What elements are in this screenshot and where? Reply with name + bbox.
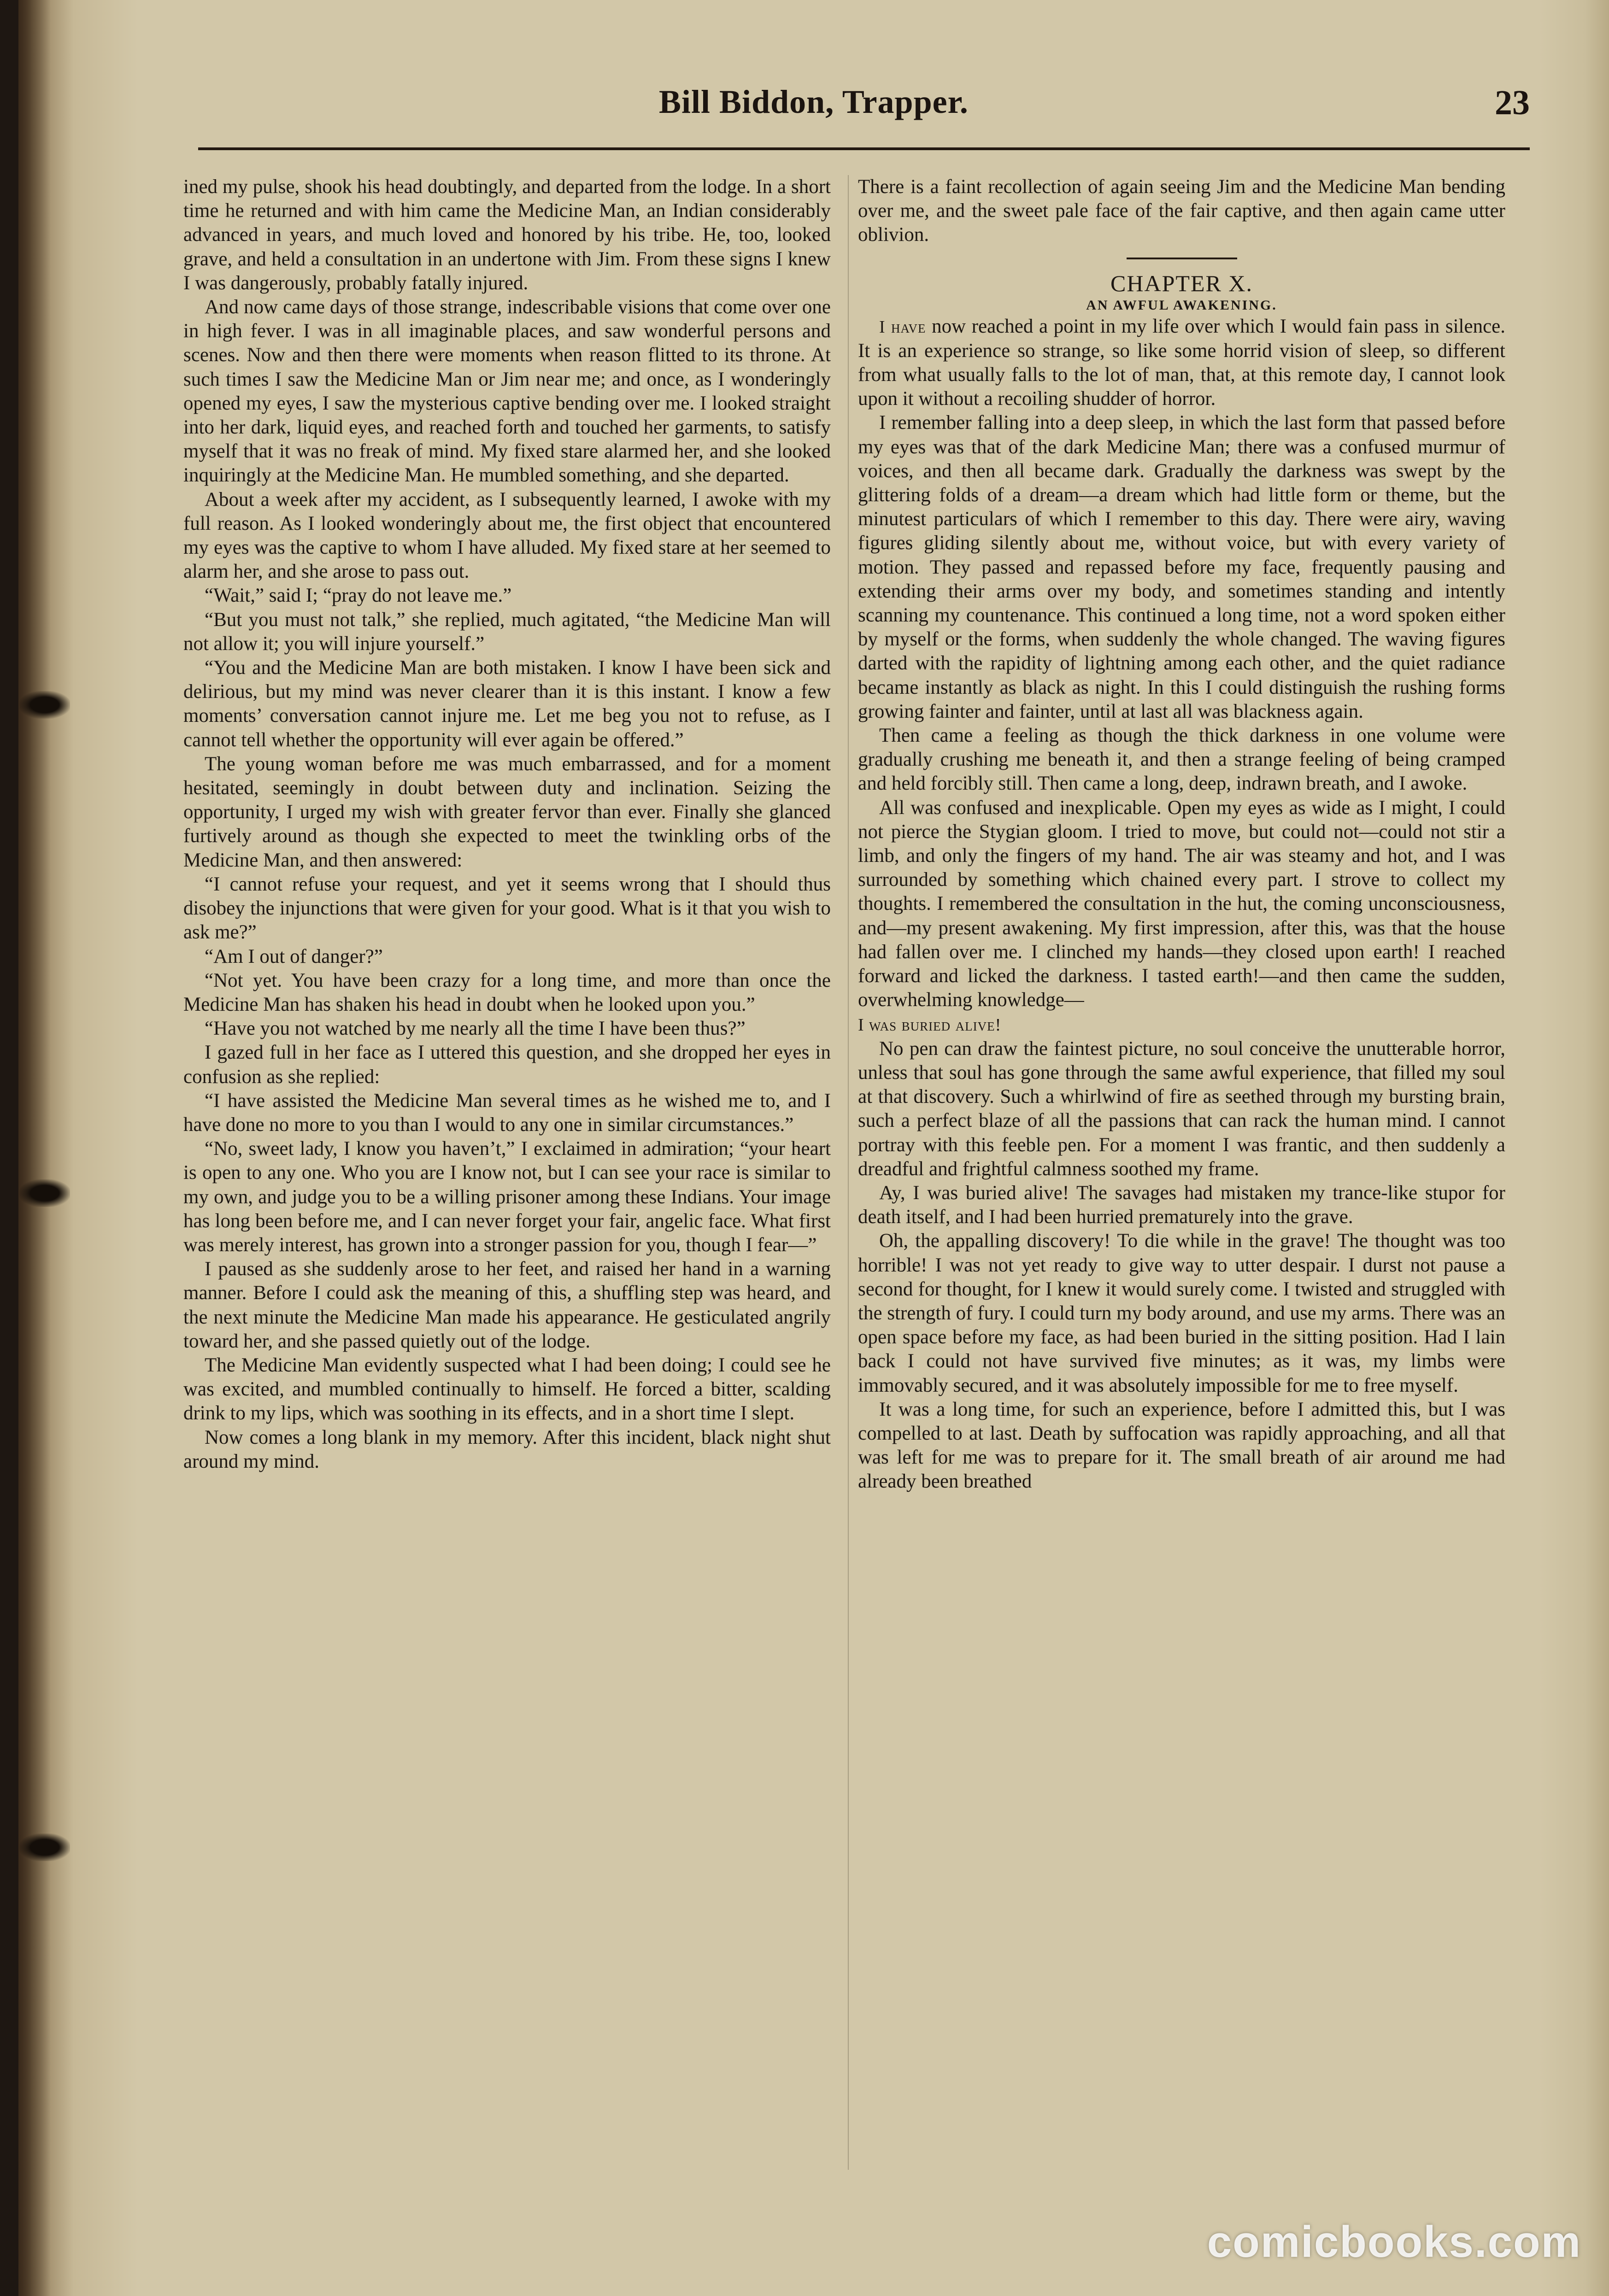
paragraph: All was confused and inexplicable. Open my eyes as wide as I might, I could not pierce the Stygian gloom. I tried to move, but could not—could not stir a limb, and only the fingers of my hand. The air was steamy and hot, and I was surrounded by something which chained every part. I strove to collect my thoughts. I remembered the consultation in the hut, the coming unconsciousness, and—my present awakening. My first impression, after this, was that the house had fallen over me. I clinched my hands—they closed upon earth! I reached forward and licked the darkness. I tasted earth!—and then came the sudden, overwhelming knowledge— (858, 797, 1505, 1011)
paragraph: The young woman before me was much embarrassed, and for a moment hesitated, seemingly in doubt between duty and inclination. Seizing the opportunity, I urged my wish with greater fervor than ever. Finally she glanced furtively around as though she expected to meet the twinkling orbs of the Medicine Man, and then answered: (183, 753, 831, 871)
binding-hole (19, 1179, 70, 1207)
paragraph: “I cannot refuse your request, and yet it seems wrong that I should thus disobey the injunctions that were given for your good. What is it that you wish to ask me?” (183, 873, 831, 943)
chapter-opening-paragraph (858, 315, 1505, 411)
paragraph: About a week after my accident, as I subsequently learned, I awoke with my full reason. As I looked wonderingly about me, the first object that encountered my eyes was the captive to whom I have alluded. My fixed stare at her seemed to alarm her, and she arose to pass out. (183, 488, 831, 583)
paragraph: No pen can draw the faintest picture, no soul conceive the unutterable horror, unless that soul has gone through the same awful experience, that filled my soul at that discovery. Such a whirlwind of fire as seethed through my bursting brain, such a perfect blaze of all the passions that can rack the human mind. I cannot portray with this feeble pen. For a moment I was frantic, and then suddenly a dreadful and frightful calmness soothed my frame. (858, 1037, 1505, 1180)
column-divider (848, 175, 849, 2170)
running-title: Bill Biddon, Trapper. (659, 83, 969, 120)
paragraph: And now came days of those strange, indescribable visions that come over one in high fever. I was in all imaginable places, and saw wonderful persons and scenes. Now and then there were moments when reason flitted to its throne. At such times I saw the Medicine Man or Jim near me; and once, as I wonderingly opened my eyes, I saw the mysterious captive bending over me. I looked straight into her dark, liquid eyes, and reached forth and touched her garments, to satisfy myself that it was no freak of mind. My fixed stare alarmed her, and she looked inquiringly at the Medicine Man. He mumbled something, and she departed. (183, 296, 831, 486)
paragraph: I gazed full in her face as I uttered this question, and she dropped her eyes in confusion as she replied: (183, 1042, 831, 1088)
opening-paragraph-text: now reached a point in my life over which I would fain pass in silence. It is an experience so strange, so like some horrid vision of sleep, so different from what usually falls to the lot of man, that, at this remote day, I cannot look upon it without a recoiling shudder of horror. (858, 315, 1505, 410)
chapter-title: CHAPTER X. (1110, 270, 1253, 296)
paragraph: Then came a feeling as though the thick darkness in one volume were gradually crushing me beneath it, and then a strange feeling of being cramped and held forcibly still. Then came a long, deep, indrawn breath, and I awoke. (858, 725, 1505, 795)
paragraph: “You and the Medicine Man are both mistaken. I know I have been sick and delirious, but my mind was never clearer than it is this instant. I know a few moments’ conversation cannot injure me. Let me beg you not to refuse, as I cannot tell whether the opportunity will ever again be offered.” (183, 657, 831, 751)
paragraph: “No, sweet lady, I know you haven’t,” I exclaimed in admiration; “your heart is open to any one. Who you are I know not, but I can see your race is similar to my own, and judge you to be a willing prisoner among these Indians. Your image has long been before me, and I can never forget your fair, angelic face. What first was merely interest, has grown into a stronger passion for you, though I fear—” (183, 1138, 831, 1256)
section-rule (1127, 258, 1237, 259)
opening-words: I have (879, 317, 926, 337)
chapter-subtitle: AN AWFUL AWAKENING. (1086, 297, 1277, 313)
paragraph: Ay, I was buried alive! The savages had mistaken my trance-like stupor for death itself, and I had been hurried prematurely into the grave. (858, 1182, 1505, 1228)
paragraph: “Wait,” said I; “pray do not leave me.” (205, 585, 512, 607)
paragraph: Now comes a long blank in my memory. After this incident, black night shut around my mind. (183, 1426, 831, 1472)
header-rule (198, 147, 1530, 150)
paragraph: “But you must not talk,” she replied, much agitated, “the Medicine Man will not allow it; you will injure yourself.” (183, 609, 831, 655)
paragraph: Oh, the appalling discovery! To die while in the grave! The thought was too horrible! I was not yet ready to give way to utter despair. I durst not pause a second for thought, for I knew it would surely come. I twisted and struggled with the strength of fury. I could turn my body around, and use my arms. There was an open space before my face, as had been buried in the sitting position. Had I lain back I could not have survived five minutes; as it was, my limbs were immovably secured, and it was absolutely impossible for me to free myself. (858, 1230, 1505, 1396)
paragraph: It was a long time, for such an experience, before I admitted this, but I was compelled to at last. Death by suffocation was rapidly approaching, and all that was left for me was to prepare for it. The small breath of air around me had already been breathed (858, 1398, 1505, 1493)
paragraph: “I have assisted the Medicine Man several times as he wished me to, and I have done no more to you than I would to any one in similar circumstances.” (183, 1089, 831, 1136)
spine-shadow (18, 0, 51, 2296)
paragraph: The Medicine Man evidently suspected what I had been doing; I could see he was excited, and mumbled continually to himself. He forced a bitter, scalding drink to my lips, which was soothing in its effects, and in a short time I slept. (183, 1354, 831, 1424)
paragraph: “Am I out of danger?” (205, 945, 383, 967)
paragraph: ined my pulse, shook his head doubtingly, and departed from the lodge. In a short time he returned and with him came the Medicine Man, an Indian considerably advanced in years, and much loved and honored by his tribe. He, too, looked grave, and held a consultation in an undertone with Jim. From these signs I knew I was dangerously, probably fatally injured. (183, 176, 831, 294)
right-column (858, 175, 1505, 1494)
left-column (183, 175, 831, 1474)
paragraph: I paused as she suddenly arose to her feet, and raised her hand in a warning manner. Before I could ask the meaning of this, a shuffling step was heard, and the next minute the Medicine Man made his appearance. He gesticulated angrily toward her, and she passed quietly out of the lodge. (183, 1258, 831, 1352)
paragraph: “Have you not watched by me nearly all the time I have been thus?” (205, 1018, 746, 1040)
binding-hole (19, 1833, 70, 1861)
buried-alive-line: I was buried alive! (858, 1015, 1002, 1035)
binding-hole (19, 691, 70, 719)
emphasis-line (858, 1013, 1505, 1037)
paragraph: “Not yet. You have been crazy for a long time, and more than once the Medicine Man has shaken his head in doubt when he looked upon you.” (183, 969, 831, 1015)
paragraph: There is a faint recollection of again seeing Jim and the Medicine Man bending over me, and the sweet pale face of the fair captive, and then again came utter oblivion. (858, 176, 1505, 246)
site-watermark: comicbooks.com (1207, 2217, 1581, 2267)
page-number: 23 (1495, 83, 1530, 122)
magazine-page (18, 0, 1609, 2296)
paragraph: I remember falling into a deep sleep, in which the last form that passed before my eyes was that of the dark Medicine Man; there was a confused murmur of voices, and then all became dark. Gradually the darkness was swept by the glittering folds of a dream—a dream which had little form or theme, but the minutest particulars of which I remember to this day. There were airy, waving figures gliding silently about me, without voice, but with every variety of motion. They passed and repassed before my face, frequently pausing and extending their arms over my body, and sometimes standing and intently scanning my countenance. This continued a long time, not a word spoken either by myself or the forms, when suddenly the whole changed. The waving figures darted with the rapidity of lightning among each other, and the quiet radiance became instantly as black as night. In this I could distinguish the rushing forms growing fainter and fainter, until at last all was blackness again. (858, 412, 1505, 722)
page-header (198, 78, 1530, 138)
